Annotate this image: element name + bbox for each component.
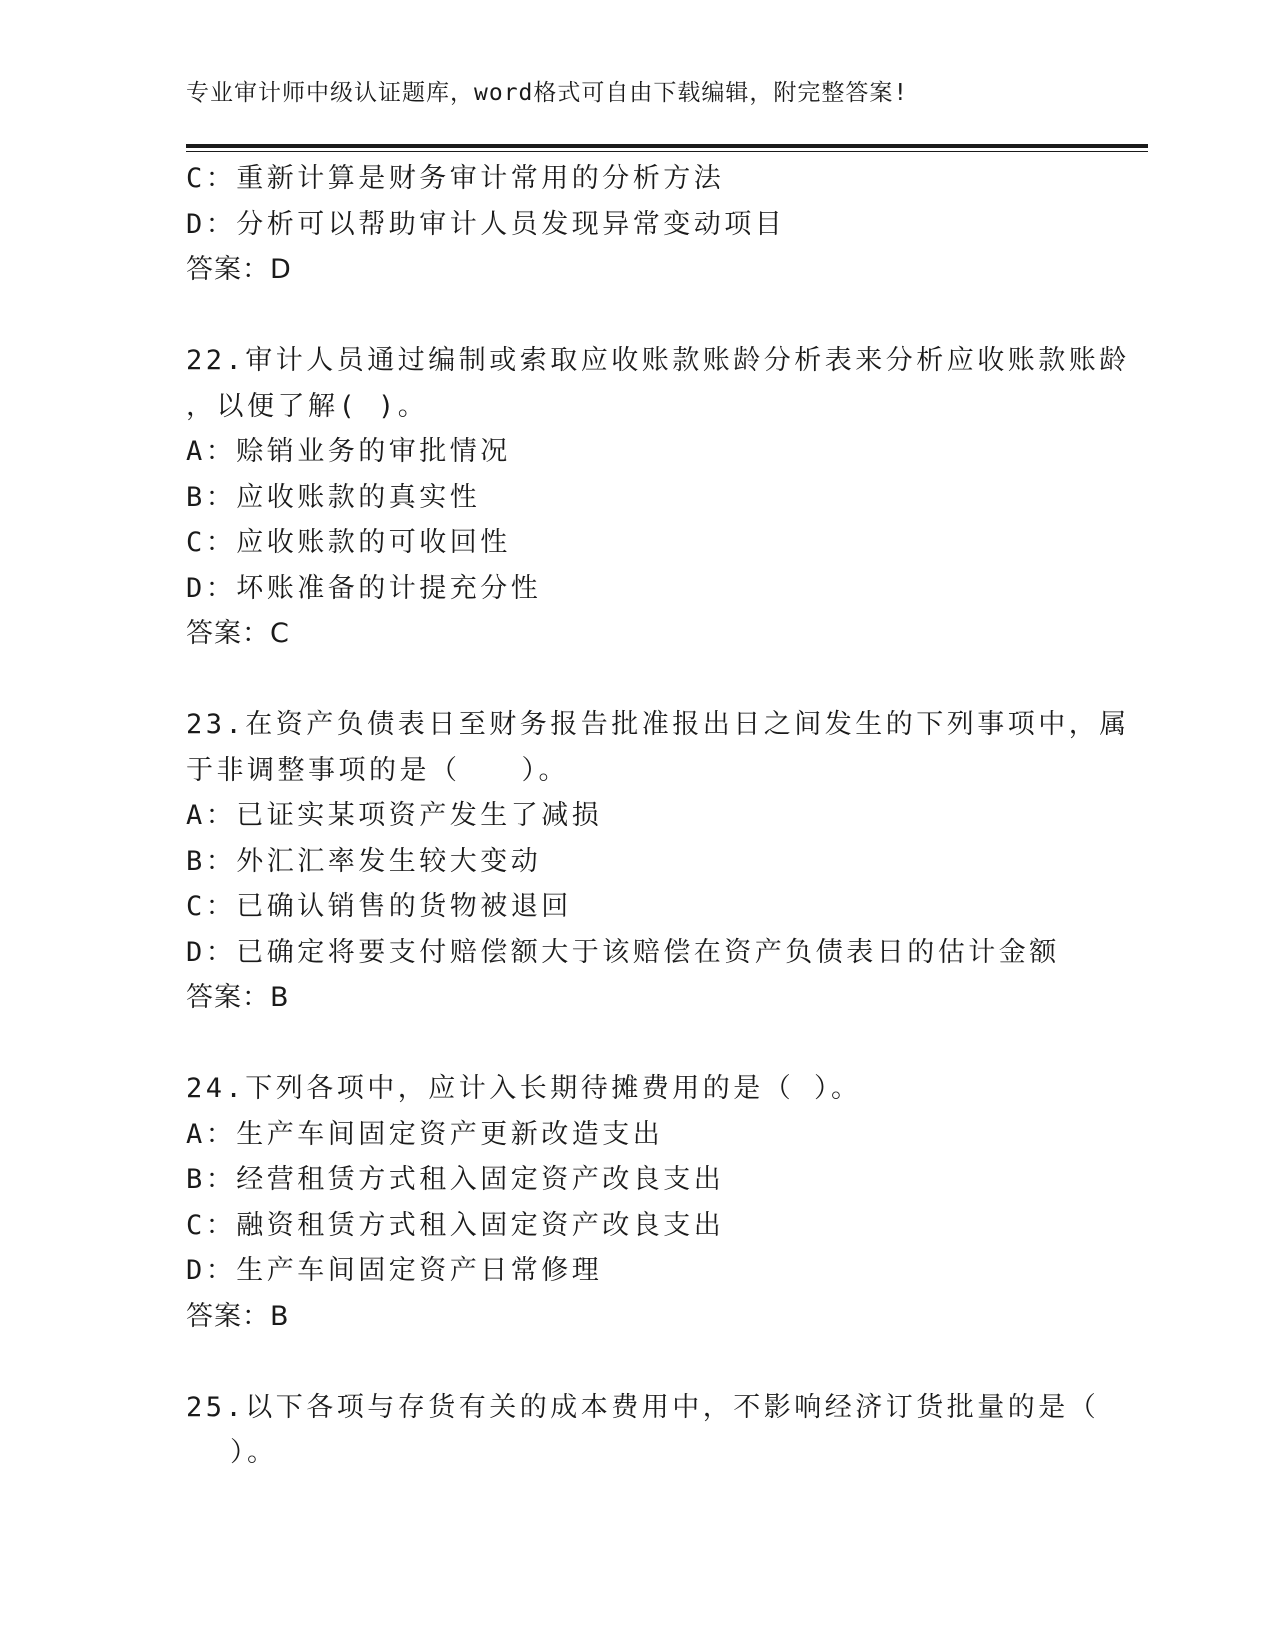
option-c: C：应收账款的可收回性 <box>186 527 511 558</box>
option-d: D：分析可以帮助审计人员发现异常变动项目 <box>186 208 786 240</box>
header-rule-thick <box>186 144 1148 148</box>
question-stem: 23.在资产负债表日至财务报告批准报出日之间发生的下列事项中，属 <box>186 709 1130 740</box>
option-a: A：赊销业务的审批情况 <box>186 436 511 467</box>
option-d: D：已确定将要支付赔偿额大于该赔偿在资产负债表日的估计金额 <box>186 936 1060 968</box>
option-d: D：坏账准备的计提充分性 <box>186 572 542 604</box>
option-b: B：应收账款的真实性 <box>186 481 481 513</box>
question-stem: 24.下列各项中，应计入长期待摊费用的是（ ）。 <box>186 1073 862 1104</box>
question-list <box>186 156 1130 1476</box>
question-stem-continued: ）。 <box>230 1437 278 1468</box>
question-stem: 22.审计人员通过编制或索取应收账款账龄分析表来分析应收账款账龄 <box>186 345 1130 376</box>
option-b: B：经营租赁方式租入固定资产改良支出 <box>186 1164 725 1195</box>
question-stem-continued: 于非调整事项的是（ ）。 <box>186 754 569 786</box>
question-22 <box>186 338 1130 657</box>
question-24 <box>186 1066 1086 1339</box>
page-header: 专业审计师中级认证题库，word格式可自由下载编辑，附完整答案! <box>186 80 909 106</box>
option-c: C：重新计算是财务审计常用的分析方法 <box>186 163 725 194</box>
question-25 <box>186 1385 1100 1476</box>
answer-line: 答案：B <box>186 1300 290 1332</box>
option-d: D：生产车间固定资产日常修理 <box>186 1255 603 1286</box>
answer-line: 答案：D <box>186 254 292 285</box>
header-rule-thin <box>186 151 1148 152</box>
option-a: A：生产车间固定资产更新改造支出 <box>186 1118 664 1150</box>
question-stem-continued: ，以便了解( )。 <box>186 390 429 422</box>
spacer <box>186 293 1086 339</box>
spacer <box>186 657 1086 703</box>
spacer <box>186 1021 1086 1067</box>
option-b: B：外汇汇率发生较大变动 <box>186 845 542 877</box>
option-a: A：已证实某项资产发生了减损 <box>186 800 603 831</box>
spacer <box>186 1339 1086 1385</box>
option-c: C：已确认销售的货物被退回 <box>186 891 572 922</box>
answer-line: 答案：B <box>186 982 290 1013</box>
answer-line: 答案：C <box>186 618 290 649</box>
option-c: C：融资租赁方式租入固定资产改良支出 <box>186 1209 725 1241</box>
question-21-tail <box>186 156 1086 293</box>
question-23 <box>186 702 1130 1021</box>
question-stem: 25.以下各项与存货有关的成本费用中，不影响经济订货批量的是（ <box>186 1391 1100 1423</box>
